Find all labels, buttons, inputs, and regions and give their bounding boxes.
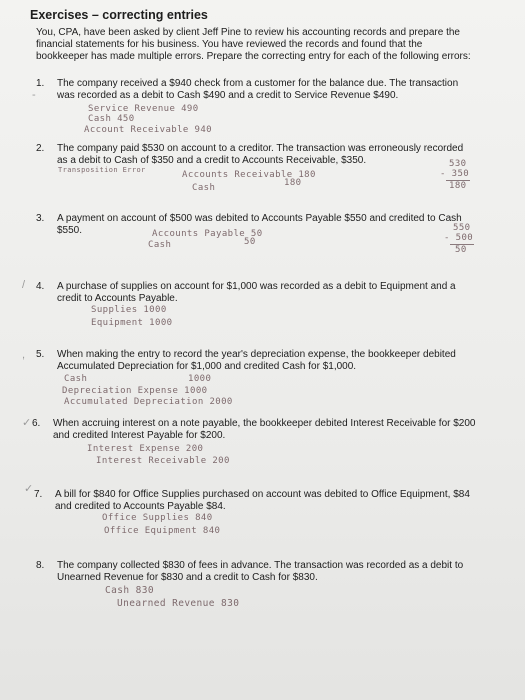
item-5-question	[57, 349, 456, 373]
item-number: 8.	[36, 560, 45, 571]
margin-mark: ✓	[22, 417, 32, 429]
question-line: was recorded as a debit to Cash $490 and a credit to Service Revenue $490.	[57, 90, 399, 101]
handwritten-entry: Supplies 1000	[91, 305, 167, 315]
margin-checkmark: ✓	[24, 483, 34, 495]
item-4-question	[57, 281, 456, 305]
question-line: credit to Accounts Payable.	[57, 293, 178, 304]
question-line: A purchase of supplies on account for $1,000 was recorded as a debit to Equipment and a	[57, 281, 456, 292]
handwritten-entry: Cash	[64, 374, 88, 384]
item-number: 1.	[36, 78, 45, 89]
handwritten-entry: Accounts Payable 50	[152, 229, 263, 239]
item-number: 5.	[36, 349, 45, 360]
question-line: Unearned Revenue for $830 and a credit to Cash for $830.	[57, 572, 318, 583]
handwritten-entry: Interest Receivable 200	[96, 456, 230, 466]
handwritten-entry: Office Equipment 840	[104, 526, 221, 536]
handwritten-entry: Account Receivable 940	[84, 125, 213, 135]
question-line: $550.	[57, 225, 83, 236]
item-7-question	[55, 489, 470, 513]
intro-paragraph	[36, 27, 471, 63]
item-number: 3.	[36, 213, 45, 224]
item-number: 2.	[36, 143, 45, 154]
handwritten-entry: Cash	[192, 183, 216, 193]
handwritten-entry: Unearned Revenue 830	[117, 598, 240, 609]
question-line: The company collected $830 of fees in advance. The transaction was recorded as a debit to	[57, 560, 464, 571]
question-line: A bill for $840 for Office Supplies purchased on account was debited to Office Equipment, $84	[55, 489, 470, 500]
question-line: The company paid $530 on account to a creditor. The transaction was erroneously recorded	[57, 143, 464, 154]
handwritten-calc: 50	[455, 245, 467, 255]
handwritten-entry: 1000	[188, 374, 212, 384]
intro-line: financial statements for his business. You have reviewed the records and found that the	[36, 39, 423, 50]
handwritten-calc: - 500	[444, 233, 474, 243]
handwritten-entry: Office Supplies 840	[102, 513, 213, 523]
handwritten-entry: Interest Expense 200	[87, 444, 204, 454]
handwritten-entry: 50	[244, 237, 256, 247]
question-line: The company received a $940 check from a customer for the balance due. The transaction	[57, 78, 459, 89]
handwritten-entry: Accounts Receivable 180	[182, 170, 316, 180]
question-line: When accruing interest on a note payable, the bookkeeper debited Interest Receivable for $200	[53, 418, 476, 429]
question-line: Accumulated Depreciation for $1,000 and credited Cash for $1,000.	[57, 361, 357, 372]
handwritten-calc: 550	[453, 223, 471, 233]
page-title: Exercises – correcting entries	[30, 8, 208, 22]
item-number: 4.	[36, 281, 45, 292]
handwritten-entry: Depreciation Expense 1000	[62, 386, 208, 396]
question-line: When making the entry to record the year's depreciation expense, the bookkeeper debited	[57, 349, 456, 360]
margin-mark: -	[32, 89, 36, 101]
item-1-question	[57, 78, 458, 102]
handwritten-entry: Service Revenue 490	[88, 104, 199, 114]
handwritten-entry: Cash 830	[105, 585, 154, 596]
item-number: 6.	[32, 418, 41, 429]
item-6-question	[53, 418, 476, 442]
handwritten-calc: - 350	[440, 169, 470, 179]
question-line: and credited to Accounts Payable $84.	[55, 501, 226, 512]
handwritten-calc: 180	[449, 181, 467, 191]
margin-mark: ,	[22, 349, 26, 361]
handwritten-entry: 180	[284, 178, 302, 188]
item-number: 7.	[34, 489, 43, 500]
question-line: as a debit to Cash of $350 and a credit to Accounts Receivable, $350.	[57, 155, 367, 166]
intro-line: You, CPA, have been asked by client Jeff Pine to review his accounting records and prepare the	[36, 27, 460, 38]
handwritten-entry: Accumulated Depreciation 2000	[64, 397, 233, 407]
handwritten-calc: 530	[449, 159, 467, 169]
item-2-question	[57, 143, 463, 167]
handwritten-entry: Cash 450	[88, 114, 135, 124]
question-line: A payment on account of $500 was debited to Accounts Payable $550 and credited to Cash	[57, 213, 462, 224]
question-line: and credited Interest Payable for $200.	[53, 430, 226, 441]
intro-line: bookkeeper has made multiple errors. Prepare the correcting entry for each of the following errors:	[36, 51, 471, 62]
margin-mark: /	[22, 279, 26, 291]
item-8-question	[57, 560, 463, 584]
handwritten-entry: Equipment 1000	[91, 318, 173, 328]
handwritten-entry: Cash	[148, 240, 172, 250]
handwritten-note: Transposition Error	[58, 166, 146, 174]
